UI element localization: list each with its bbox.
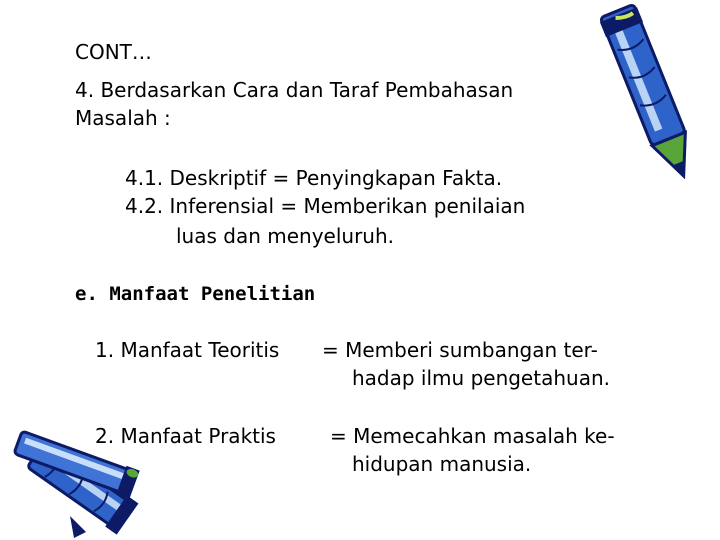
- item-inferensial: 4.2. Inferensial = Memberikan penilaian: [125, 194, 526, 218]
- pens-clipart-icon: [0, 420, 150, 540]
- benefit-praktis-label: 2. Manfaat Praktis: [95, 424, 276, 448]
- benefit-teoritis-label: 1. Manfaat Teoritis: [95, 338, 280, 362]
- benefit-praktis-cont: hidupan manusia.: [352, 452, 532, 476]
- item-deskriptif: 4.1. Deskriptif = Penyingkapan Fakta.: [125, 166, 503, 190]
- title-line-1: CONT…: [75, 40, 152, 64]
- title-line-3: Masalah :: [75, 106, 171, 130]
- benefit-teoritis-desc: = Memberi sumbangan ter-: [322, 338, 598, 362]
- title-line-2: 4. Berdasarkan Cara dan Taraf Pembahasan: [75, 78, 514, 102]
- benefit-praktis-desc: = Memecahkan masalah ke-: [330, 424, 615, 448]
- benefit-teoritis-cont: hadap ilmu pengetahuan.: [352, 366, 610, 390]
- section-heading: e. Manfaat Penelitian: [75, 283, 316, 305]
- pen-clipart-icon: [595, 0, 710, 190]
- item-inferensial-cont: luas dan menyeluruh.: [176, 224, 395, 248]
